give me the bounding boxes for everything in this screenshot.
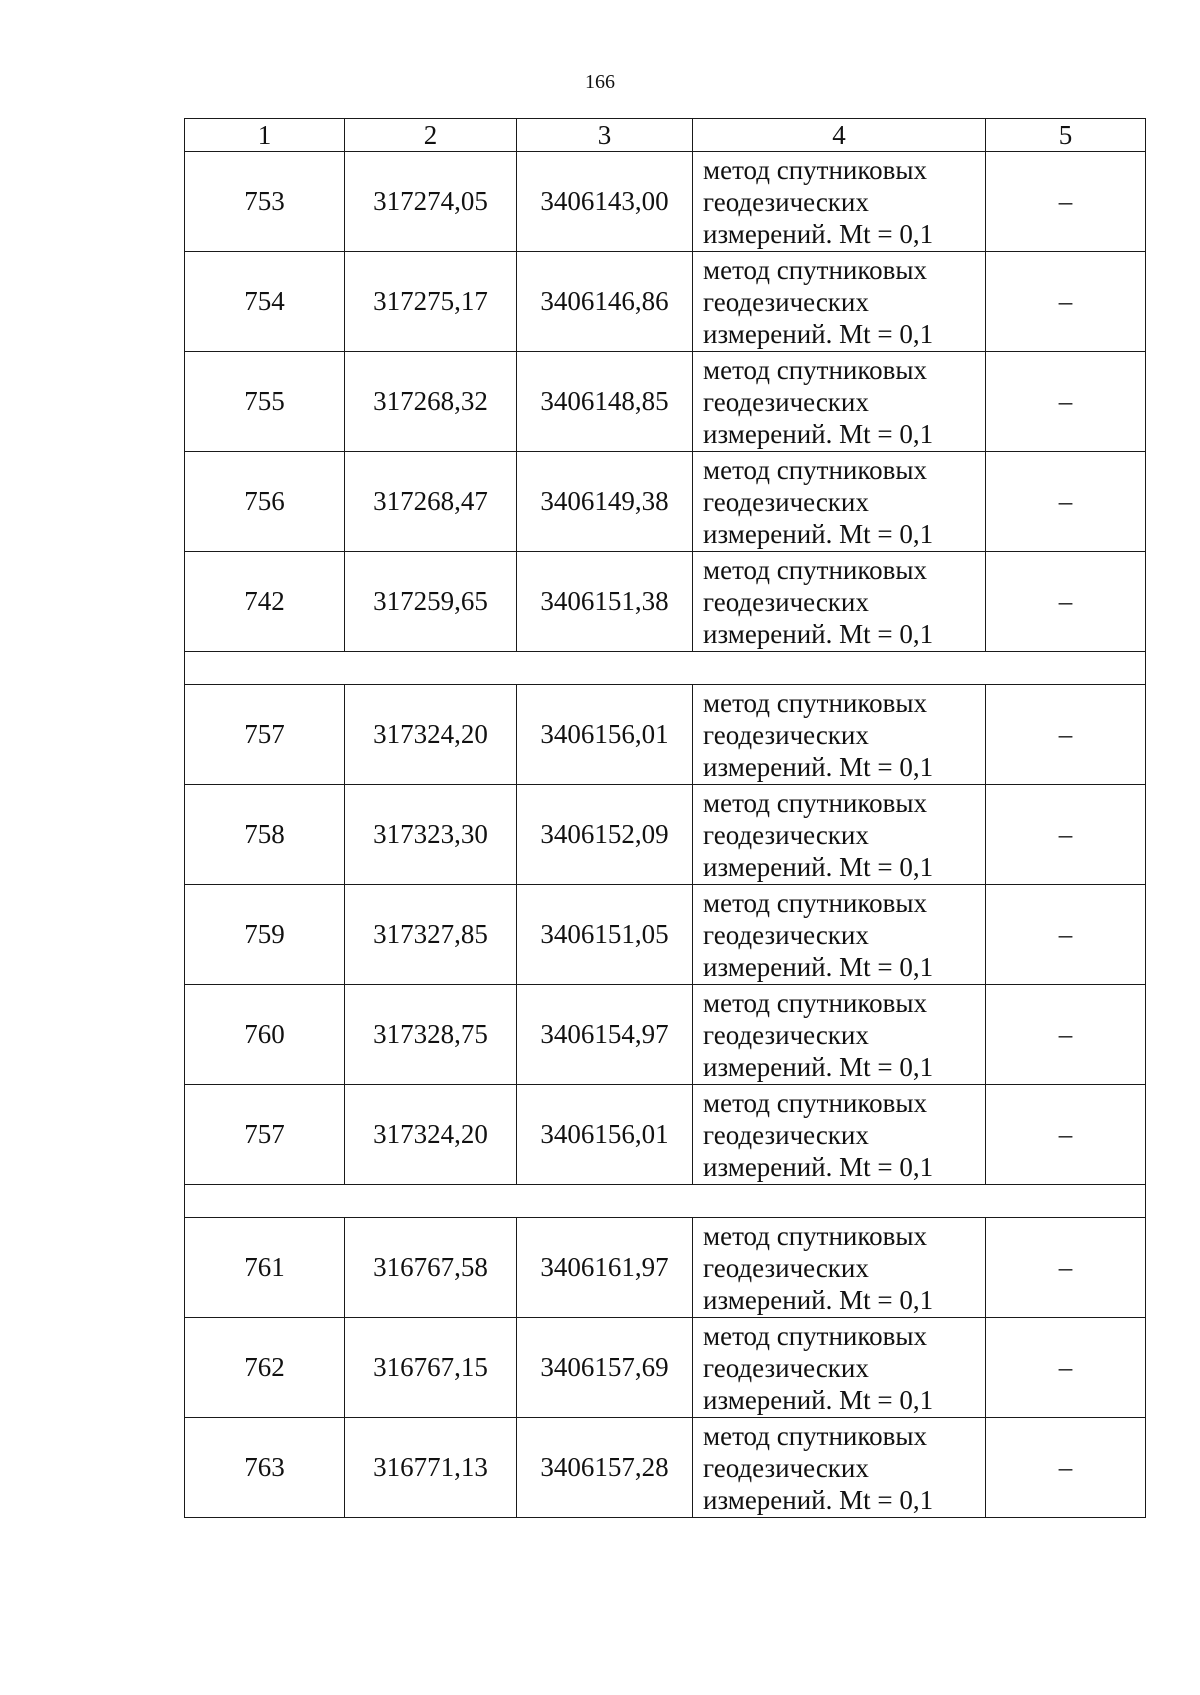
method-line: измерений. Mt = 0,1 [703, 1384, 934, 1415]
x-coordinate-cell: 317324,20 [345, 685, 517, 785]
column-header: 3 [517, 119, 693, 152]
method-line: метод спутниковых [703, 1420, 927, 1451]
method-line: измерений. Mt = 0,1 [703, 851, 934, 882]
column-header: 5 [986, 119, 1146, 152]
y-coordinate-cell: 3406151,38 [517, 552, 693, 652]
method-line: геодезических [703, 286, 869, 317]
y-coordinate-cell: 3406157,69 [517, 1318, 693, 1418]
x-coordinate-cell: 316767,58 [345, 1218, 517, 1318]
point-number-cell: 742 [185, 552, 345, 652]
method-line: измерений. Mt = 0,1 [703, 618, 934, 649]
x-coordinate-cell: 317268,47 [345, 452, 517, 552]
group-separator-row [185, 652, 1146, 685]
method-cell [693, 1085, 986, 1185]
y-coordinate-cell: 3406151,05 [517, 885, 693, 985]
method-line: геодезических [703, 1019, 869, 1050]
method-line: измерений. Mt = 0,1 [703, 751, 934, 782]
note-cell: – [986, 1085, 1146, 1185]
x-coordinate-cell: 317274,05 [345, 152, 517, 252]
method-line: геодезических [703, 186, 869, 217]
note-cell: – [986, 1318, 1146, 1418]
method-line: геодезических [703, 719, 869, 750]
method-line: измерений. Mt = 0,1 [703, 318, 934, 349]
point-number-cell: 753 [185, 152, 345, 252]
point-number-cell: 760 [185, 985, 345, 1085]
point-number-cell: 762 [185, 1318, 345, 1418]
table-row [185, 1418, 1146, 1518]
note-cell: – [986, 885, 1146, 985]
point-number-cell: 757 [185, 685, 345, 785]
x-coordinate-cell: 317275,17 [345, 252, 517, 352]
method-line: метод спутниковых [703, 687, 927, 718]
method-line: метод спутниковых [703, 1220, 927, 1251]
table-header-row [185, 119, 1146, 152]
method-cell [693, 885, 986, 985]
method-line: метод спутниковых [703, 1320, 927, 1351]
y-coordinate-cell: 3406149,38 [517, 452, 693, 552]
group-separator-row [185, 1185, 1146, 1218]
table-row [185, 685, 1146, 785]
y-coordinate-cell: 3406143,00 [517, 152, 693, 252]
method-line: измерений. Mt = 0,1 [703, 418, 934, 449]
method-line: метод спутниковых [703, 454, 927, 485]
method-line: метод спутниковых [703, 1087, 927, 1118]
y-coordinate-cell: 3406161,97 [517, 1218, 693, 1318]
coordinates-table [184, 118, 1146, 1518]
method-cell [693, 1418, 986, 1518]
method-line: геодезических [703, 586, 869, 617]
column-header: 1 [185, 119, 345, 152]
note-cell: – [986, 1218, 1146, 1318]
method-line: геодезических [703, 1352, 869, 1383]
page-number: 166 [585, 71, 615, 93]
method-line: измерений. Mt = 0,1 [703, 1051, 934, 1082]
point-number-cell: 754 [185, 252, 345, 352]
column-header: 4 [693, 119, 986, 152]
method-line: геодезических [703, 386, 869, 417]
method-line: метод спутниковых [703, 354, 927, 385]
note-cell: – [986, 1418, 1146, 1518]
table-row [185, 352, 1146, 452]
table-row [185, 252, 1146, 352]
method-line: измерений. Mt = 0,1 [703, 1284, 934, 1315]
point-number-cell: 758 [185, 785, 345, 885]
method-cell [693, 785, 986, 885]
method-cell [693, 552, 986, 652]
y-coordinate-cell: 3406157,28 [517, 1418, 693, 1518]
note-cell: – [986, 152, 1146, 252]
note-cell: – [986, 252, 1146, 352]
table-row [185, 1218, 1146, 1318]
method-cell [693, 685, 986, 785]
y-coordinate-cell: 3406154,97 [517, 985, 693, 1085]
column-header: 2 [345, 119, 517, 152]
method-line: геодезических [703, 919, 869, 950]
method-line: измерений. Mt = 0,1 [703, 1151, 934, 1182]
method-cell [693, 1218, 986, 1318]
x-coordinate-cell: 317268,32 [345, 352, 517, 452]
table-row [185, 552, 1146, 652]
method-line: измерений. Mt = 0,1 [703, 218, 934, 249]
method-line: измерений. Mt = 0,1 [703, 951, 934, 982]
method-line: геодезических [703, 819, 869, 850]
table-row [185, 452, 1146, 552]
table-row [185, 785, 1146, 885]
method-line: метод спутниковых [703, 254, 927, 285]
table-row [185, 1318, 1146, 1418]
point-number-cell: 756 [185, 452, 345, 552]
table-row [185, 1085, 1146, 1185]
x-coordinate-cell: 317328,75 [345, 985, 517, 1085]
table-body [185, 152, 1146, 1518]
method-line: геодезических [703, 1252, 869, 1283]
method-line: геодезических [703, 1119, 869, 1150]
method-line: метод спутниковых [703, 987, 927, 1018]
method-line: геодезических [703, 486, 869, 517]
point-number-cell: 763 [185, 1418, 345, 1518]
method-cell [693, 1318, 986, 1418]
method-cell [693, 352, 986, 452]
x-coordinate-cell: 316771,13 [345, 1418, 517, 1518]
y-coordinate-cell: 3406156,01 [517, 1085, 693, 1185]
method-line: метод спутниковых [703, 887, 927, 918]
table-row [185, 985, 1146, 1085]
x-coordinate-cell: 317323,30 [345, 785, 517, 885]
method-line: метод спутниковых [703, 154, 927, 185]
method-cell [693, 985, 986, 1085]
separator-cell [185, 1185, 1146, 1218]
method-line: метод спутниковых [703, 554, 927, 585]
y-coordinate-cell: 3406146,86 [517, 252, 693, 352]
x-coordinate-cell: 316767,15 [345, 1318, 517, 1418]
point-number-cell: 761 [185, 1218, 345, 1318]
separator-cell [185, 652, 1146, 685]
y-coordinate-cell: 3406152,09 [517, 785, 693, 885]
method-line: геодезических [703, 1452, 869, 1483]
note-cell: – [986, 985, 1146, 1085]
method-cell [693, 252, 986, 352]
point-number-cell: 757 [185, 1085, 345, 1185]
note-cell: – [986, 685, 1146, 785]
method-cell [693, 152, 986, 252]
y-coordinate-cell: 3406156,01 [517, 685, 693, 785]
note-cell: – [986, 452, 1146, 552]
method-line: измерений. Mt = 0,1 [703, 1484, 934, 1515]
x-coordinate-cell: 317327,85 [345, 885, 517, 985]
point-number-cell: 755 [185, 352, 345, 452]
table-row [185, 152, 1146, 252]
method-line: метод спутниковых [703, 787, 927, 818]
note-cell: – [986, 785, 1146, 885]
method-cell [693, 452, 986, 552]
method-line: измерений. Mt = 0,1 [703, 518, 934, 549]
note-cell: – [986, 352, 1146, 452]
note-cell: – [986, 552, 1146, 652]
y-coordinate-cell: 3406148,85 [517, 352, 693, 452]
x-coordinate-cell: 317324,20 [345, 1085, 517, 1185]
x-coordinate-cell: 317259,65 [345, 552, 517, 652]
table-row [185, 885, 1146, 985]
point-number-cell: 759 [185, 885, 345, 985]
